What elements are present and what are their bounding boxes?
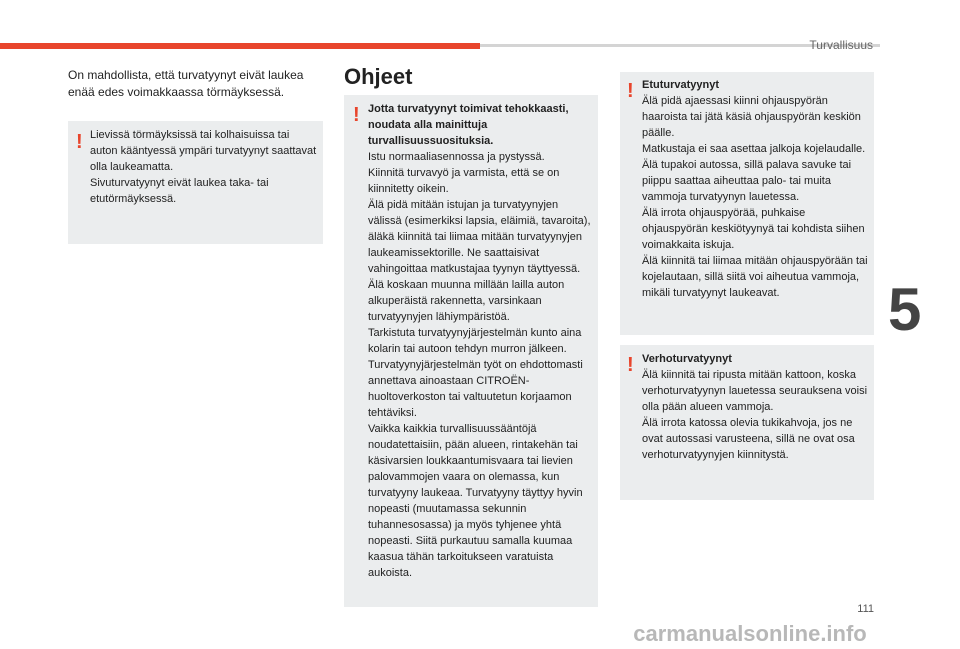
warning-line: Kiinnitä turvavyö ja varmista, että se on kiinnitetty oikein. [368, 167, 560, 195]
warning-line: Älä kiinnitä tai liimaa mitään ohjauspyörään tai kojelautaan, sillä siitä voi aiheutua vammoja, mikäli turvatyynyt laukeavat. [642, 255, 868, 299]
warning-title: Jotta turvatyynyt toimivat tehokkaasti, noudata alla mainittuja turvallisuussuosituksia. [368, 103, 569, 147]
warning-line: Älä tupakoi autossa, sillä palava savuke tai piippu saattaa aiheuttaa palo- tai muita vammoja turvatyynyn lauetessa. [642, 159, 852, 203]
warning-title: Etuturvatyynyt [642, 79, 720, 91]
warning-title: Verhoturvatyynyt [642, 353, 732, 365]
warning-exclamation-icon: ! [353, 104, 360, 126]
warning-line: Lievissä törmäyksissä tai kolhaisuissa tai auton kääntyessä ympäri turvatyynyt saattavat olla laukeamatta. [90, 129, 317, 173]
warning-box-minor-collisions [68, 121, 323, 244]
section-title: Turvallisuus [809, 38, 873, 52]
warning-exclamation-icon: ! [627, 354, 634, 376]
warning-line: Älä koskaan muunna millään lailla auton alkuperäistä rakennetta, varsinkaan turvatyynyjen lähiympäristöä. [368, 279, 565, 323]
warning-exclamation-icon: ! [627, 80, 634, 102]
header-accent-bar [0, 43, 480, 49]
page-number: 111 [857, 603, 874, 615]
intro-paragraph: On mahdollista, että turvatyynyt eivät laukea enää edes voimakkaassa törmäyksessä. [68, 68, 304, 99]
warning-box-front-airbags [620, 72, 874, 335]
heading-ohjeet: Ohjeet [344, 64, 413, 89]
warning-line: Älä kiinnitä tai ripusta mitään kattoon, koska verhoturvatyynyn lauetessa seurauksena voisi olla pään alueen vammoja. [642, 369, 868, 413]
warning-line: Tarkistuta turvatyynyjärjestelmän kunto aina kolarin tai autoon tehdyn murron jälkeen. [368, 327, 582, 355]
warning-line: Älä irrota ohjauspyörää, puhkaise ohjauspyörän keskiötyynyä tai kohdista siihen voimakkaita iskuja. [642, 207, 865, 251]
warning-line: Matkustaja ei saa asettaa jalkoja kojelaudalle. [642, 143, 866, 155]
warning-line: Älä pidä mitään istujan ja turvatyynyjen välissä (esimerkiksi lapsia, eläimiä, tavaroita), äläkä kiinnitä tai liimaa mitään turvatyynyjen laukeamissektorille. Ne saattaisivat vahingoittaa matkustajaa tyynyn täyttyessä. [368, 199, 591, 275]
warning-line: Turvatyynyjärjestelmän työt on ehdottomasti annettava ainoastaan CITROËN-huoltoverkoston tai valtuutetun korjaamon tehtäviksi. [368, 359, 583, 419]
warning-box-curtain-airbags [620, 345, 874, 500]
warning-line: Sivuturvatyynyt eivät laukea taka- tai etutörmäyksessä. [90, 177, 269, 205]
warning-line: Vaikka kaikkia turvallisuussääntöjä noudatettaisiin, pään alueen, rintakehän tai käsivarsien loukkaantumisvaara tai lievien palovammojen vaara on olemassa, kun turvatyyny laukeaa. Turvatyyny täyttyy hyvin nopeasti (muutamassa sekunnin tuhannesosassa) ja myös tyhjenee yhtä nopeasti. Siitä purkautuu samalla kuumaa kaasua tähän tarkoitukseen varatuista aukoista. [368, 423, 583, 579]
watermark: carmanualsonline.info [633, 621, 867, 646]
warning-line: Älä pidä ajaessasi kiinni ohjauspyörän haaroista tai jätä käsiä ohjauspyörän keskiön päälle. [642, 95, 861, 139]
warning-exclamation-icon: ! [76, 131, 83, 153]
warning-box-safety-recommendations [344, 95, 598, 607]
chapter-number: 5 [888, 276, 922, 343]
warning-line: Älä irrota katossa olevia tukikahvoja, jos ne ovat autossasi varusteena, sillä ne ovat osa verhoturvatyynyjen kiinnitystä. [642, 417, 855, 461]
warning-line: Istu normaaliasennossa ja pystyssä. [368, 151, 545, 163]
